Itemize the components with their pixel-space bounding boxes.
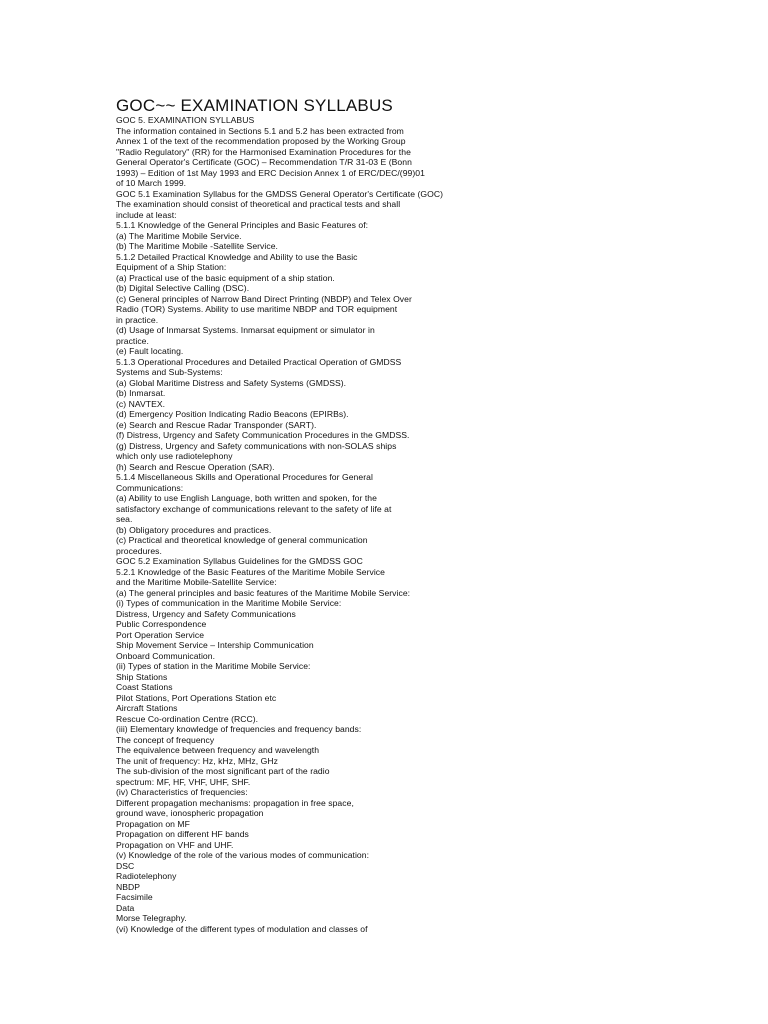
text-line: Radio (TOR) Systems. Ability to use maritime NBDP and TOR equipment (116, 304, 398, 314)
text-line: Coast Stations (116, 682, 173, 692)
text-line: spectrum: MF, HF, VHF, UHF, SHF. (116, 776, 251, 787)
text-line: Communications: (116, 482, 184, 493)
text-line: (iv) Characteristics of frequencies: (116, 787, 248, 797)
text-line: and the Maritime Mobile-Satellite Service: (116, 577, 277, 587)
text-line: (b) The Maritime Mobile -Satellite Service. (116, 241, 278, 251)
text-line: ground wave, ionospheric propagation (116, 808, 264, 818)
text-line: Public Correspondence (116, 619, 207, 629)
text-line: (i) Types of communication in the Maritime Mobile Service: (116, 598, 342, 608)
text-line: The information contained in Sections 5.1 and 5.2 has been extracted from (116, 125, 404, 136)
text-line: (b) Inmarsat. (116, 388, 166, 398)
text-line: (ii) Types of station in the Maritime Mobile Service: (116, 661, 311, 671)
text-line: practice. (116, 335, 149, 346)
text-line: General Operator's Certificate (GOC) – Recommendation T/R 31-03 E (Bonn (116, 157, 412, 167)
text-line: (c) NAVTEX. (116, 398, 166, 409)
text-line: in practice. (116, 314, 159, 325)
text-line: (g) Distress, Urgency and Safety communications with non-SOLAS ships (116, 440, 397, 451)
text-line: 5.2.1 Knowledge of the Basic Features of the Maritime Mobile Service (116, 566, 385, 577)
text-line: The equivalence between frequency and wavelength (116, 745, 320, 755)
text-line: procedures. (116, 545, 162, 556)
text-line: DSC (116, 860, 135, 871)
text-line: The examination should consist of theoretical and practical tests and shall (116, 199, 401, 209)
text-line: 5.1.2 Detailed Practical Knowledge and Ability to use the Basic (116, 251, 358, 262)
text-line: Pilot Stations, Port Operations Station etc (116, 692, 277, 703)
text-line: (vi) Knowledge of the different types of modulation and classes of (116, 923, 368, 934)
text-line: GOC 5. EXAMINATION SYLLABUS (116, 115, 255, 125)
text-line: The sub-division of the most significant part of the radio (116, 766, 330, 776)
text-line: Propagation on MF (116, 818, 190, 829)
text-line: Rescue Co-ordination Centre (RCC). (116, 713, 259, 724)
text-line: GOC 5.2 Examination Syllabus Guidelines for the GMDSS GOC (116, 556, 363, 566)
text-line: Aircraft Stations (116, 703, 178, 713)
text-line: Distress, Urgency and Safety Communications (116, 608, 296, 619)
text-line: Data (116, 902, 135, 913)
text-line: Equipment of a Ship Station: (116, 262, 227, 272)
text-line: 1993) – Edition of 1st May 1993 and ERC Decision Annex 1 of ERC/DEC/(99)01 (116, 167, 425, 178)
text-line: (b) Obligatory procedures and practices. (116, 524, 272, 535)
text-line: (a) The Maritime Mobile Service. (116, 230, 242, 241)
document-body (116, 115, 496, 934)
text-line: Morse Telegraphy. (116, 913, 187, 923)
text-line: include at least: (116, 209, 177, 220)
text-line: The unit of frequency: Hz, kHz, MHz, GHz (116, 755, 278, 766)
text-line: (a) Ability to use English Language, both written and spoken, for the (116, 493, 377, 503)
text-line: (d) Emergency Position Indicating Radio Beacons (EPIRBs). (116, 409, 349, 419)
text-line: Propagation on different HF bands (116, 829, 249, 839)
text-line: (b) Digital Selective Calling (DSC). (116, 283, 250, 293)
text-line: NBDP (116, 881, 141, 892)
text-line: (v) Knowledge of the role of the various modes of communication: (116, 850, 370, 860)
text-line: "Radio Regulatory" (RR) for the Harmonised Examination Procedures for the (116, 146, 411, 157)
text-line: 5.1.1 Knowledge of the General Principles and Basic Features of: (116, 220, 369, 230)
text-line: (a) Practical use of the basic equipment of a ship station. (116, 272, 335, 283)
text-line: (a) Global Maritime Distress and Safety Systems (GMDSS). (116, 377, 347, 388)
text-line: (c) Practical and theoretical knowledge of general communication (116, 535, 368, 545)
text-line: which only use radiotelephony (116, 451, 233, 461)
text-line: (h) Search and Rescue Operation (SAR). (116, 461, 275, 472)
text-line: Different propagation mechanisms: propagation in free space, (116, 797, 354, 808)
text-line: GOC 5.1 Examination Syllabus for the GMDSS General Operator's Certificate (GOC) (116, 188, 444, 199)
text-line: Ship Stations (116, 671, 168, 682)
text-line: Radiotelephony (116, 871, 177, 881)
text-line: (f) Distress, Urgency and Safety Communication Procedures in the GMDSS. (116, 430, 410, 440)
text-line: 5.1.4 Miscellaneous Skills and Operational Procedures for General (116, 472, 373, 482)
text-line: (iii) Elementary knowledge of frequencies and frequency bands: (116, 724, 362, 734)
text-line: of 10 March 1999. (116, 178, 187, 188)
text-line: Facsimile (116, 892, 153, 902)
text-line: Port Operation Service (116, 629, 205, 640)
text-line: (d) Usage of Inmarsat Systems. Inmarsat equipment or simulator in (116, 325, 375, 335)
text-line: (e) Search and Rescue Radar Transponder (SART). (116, 419, 317, 430)
text-line: (c) General principles of Narrow Band Direct Printing (NBDP) and Telex Over (116, 293, 412, 304)
text-line: sea. (116, 514, 133, 524)
text-line: 5.1.3 Operational Procedures and Detailed Practical Operation of GMDSS (116, 356, 402, 367)
text-line: satisfactory exchange of communications relevant to the safety of life at (116, 503, 392, 514)
text-line: (e) Fault locating. (116, 346, 184, 356)
text-line: Ship Movement Service – Intership Communication (116, 640, 314, 650)
text-line: Systems and Sub-Systems: (116, 367, 223, 377)
text-line: Propagation on VHF and UHF. (116, 839, 234, 850)
text-line: The concept of frequency (116, 734, 215, 745)
text-line: Onboard Communication. (116, 650, 216, 661)
text-line: Annex 1 of the text of the recommendation proposed by the Working Group (116, 136, 406, 146)
text-line: (a) The general principles and basic features of the Maritime Mobile Service: (116, 587, 411, 598)
document-title: GOC~~ EXAMINATION SYLLABUS (116, 96, 393, 115)
